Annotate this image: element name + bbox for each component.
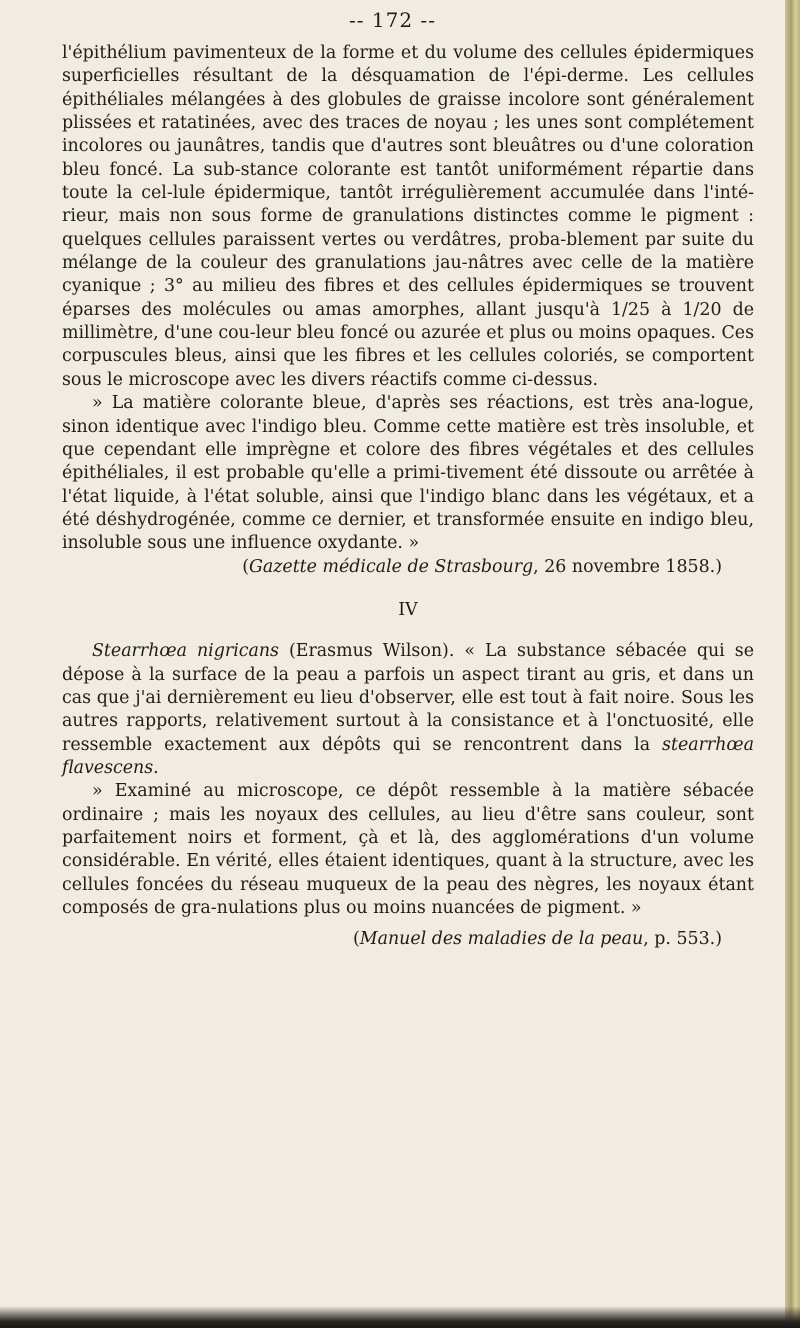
paragraph-epithelium: l'épithélium pavimenteux de la forme et du volume des cellules épidermiques superficielles résultant de la désquamation de l'épi-derme. Les cellules épithéliales mélangées à des globules de graisse incolore sont généralement plissées et ratatinées, avec des traces de noyau ; les unes sont complétement incolores ou jaunâtres, tandis que d'autres sont bleuâtres ou d'une coloration bleu foncé. La sub-stance colorante est tantôt uniformément répartie dans toute la cel-lule épidermique, tantôt irrégulièrement accumulée dans l'inté-rieur, mais non sous forme de granulations distinctes comme le pigment : quelques cellules paraissent vertes ou verdâtres, proba-blement par suite du mélange de la couleur des granulations jau-nâtres avec celle de la matière cyanique ; 3° au milieu des fibres et des cellules épidermiques se trouvent éparses des molécules ou amas amorphes, allant jusqu'à 1/25 à 1/20 de millimètre, d'une cou-leur bleu foncé ou azurée et plus ou moins opaques. Ces corpuscules bleus, ainsi que les fibres et les cellules coloriés, se comportent sous le microscope avec les divers réactifs comme ci-dessus. [62,43,754,390]
bottom-shadow [0,1306,800,1328]
source-title-gazette: Gazette médicale de Strasbourg [248,556,534,577]
paragraph-coloring-matter: » La matière colorante bleue, d'après ses réactions, est très ana-logue, sinon identique avec l'indigo bleu. Comme cette matière est très insoluble, et que cependant elle imprègne et colore des fibres végétales et des cellules épithéliales, il est probable qu'elle a primi-tivement été dissoute ou arrêtée à l'état liquide, à l'état soluble, ainsi que l'indigo blanc dans les végétaux, et a été déshydrogénée, comme ce dernier, et transformée ensuite en indigo bleu, insoluble sous une influence oxydante. » [62,393,754,554]
source-page-manuel: , p. 553.) [643,929,722,950]
source-date-gazette: , 26 novembre 1858.) [533,556,722,577]
paragraph-stearrhoea [62,640,754,780]
paragraph-stearrhoea-body: (Erasmus Wilson). « La substance sébacée qui se dépose à la surface de la peau a parfois un aspect tirant au gris, et dans un cas que j'ai dernièrement eu lieu d'observer, elle est tout à fait noire. Sous les autres rapports, relativement surtout à la consistance et à l'onctuosité, elle ressemble exactement aux dépôts qui se rencontrent dans la [62,641,754,755]
source-citation-manuel: (Manuel des maladies de la peau, p. 553.) [352,929,722,950]
page-edge [785,0,800,1328]
page-number: -- 172 -- [349,8,436,32]
term-stearrhoea-nigricans: Stearrhœa nigricans [92,641,279,662]
source-title-manuel: Manuel des maladies de la peau [359,929,644,950]
paragraph-microscope: » Examiné au microscope, ce dépôt ressemble à la matière sébacée ordinaire ; mais les noyaux des cellules, au lieu d'être sans couleur, sont parfaitement noirs et forment, çà et là, des agglomérations d'un volume considérable. En vérité, elles étaient identiques, quant à la structure, avec les cellules foncées du réseau muqueux de la peau des nègres, les noyaux étant composés de gra-nulations plus ou moins nuancées de pigment. » [62,781,754,919]
term-stearrhoea-flavescens: stearrhœa flavescens. [62,734,754,778]
source-citation-gazette: (Gazette médicale de Strasbourg, 26 novembre 1858.) [242,556,722,577]
body-text [62,42,754,952]
section-number: IV [398,599,418,620]
